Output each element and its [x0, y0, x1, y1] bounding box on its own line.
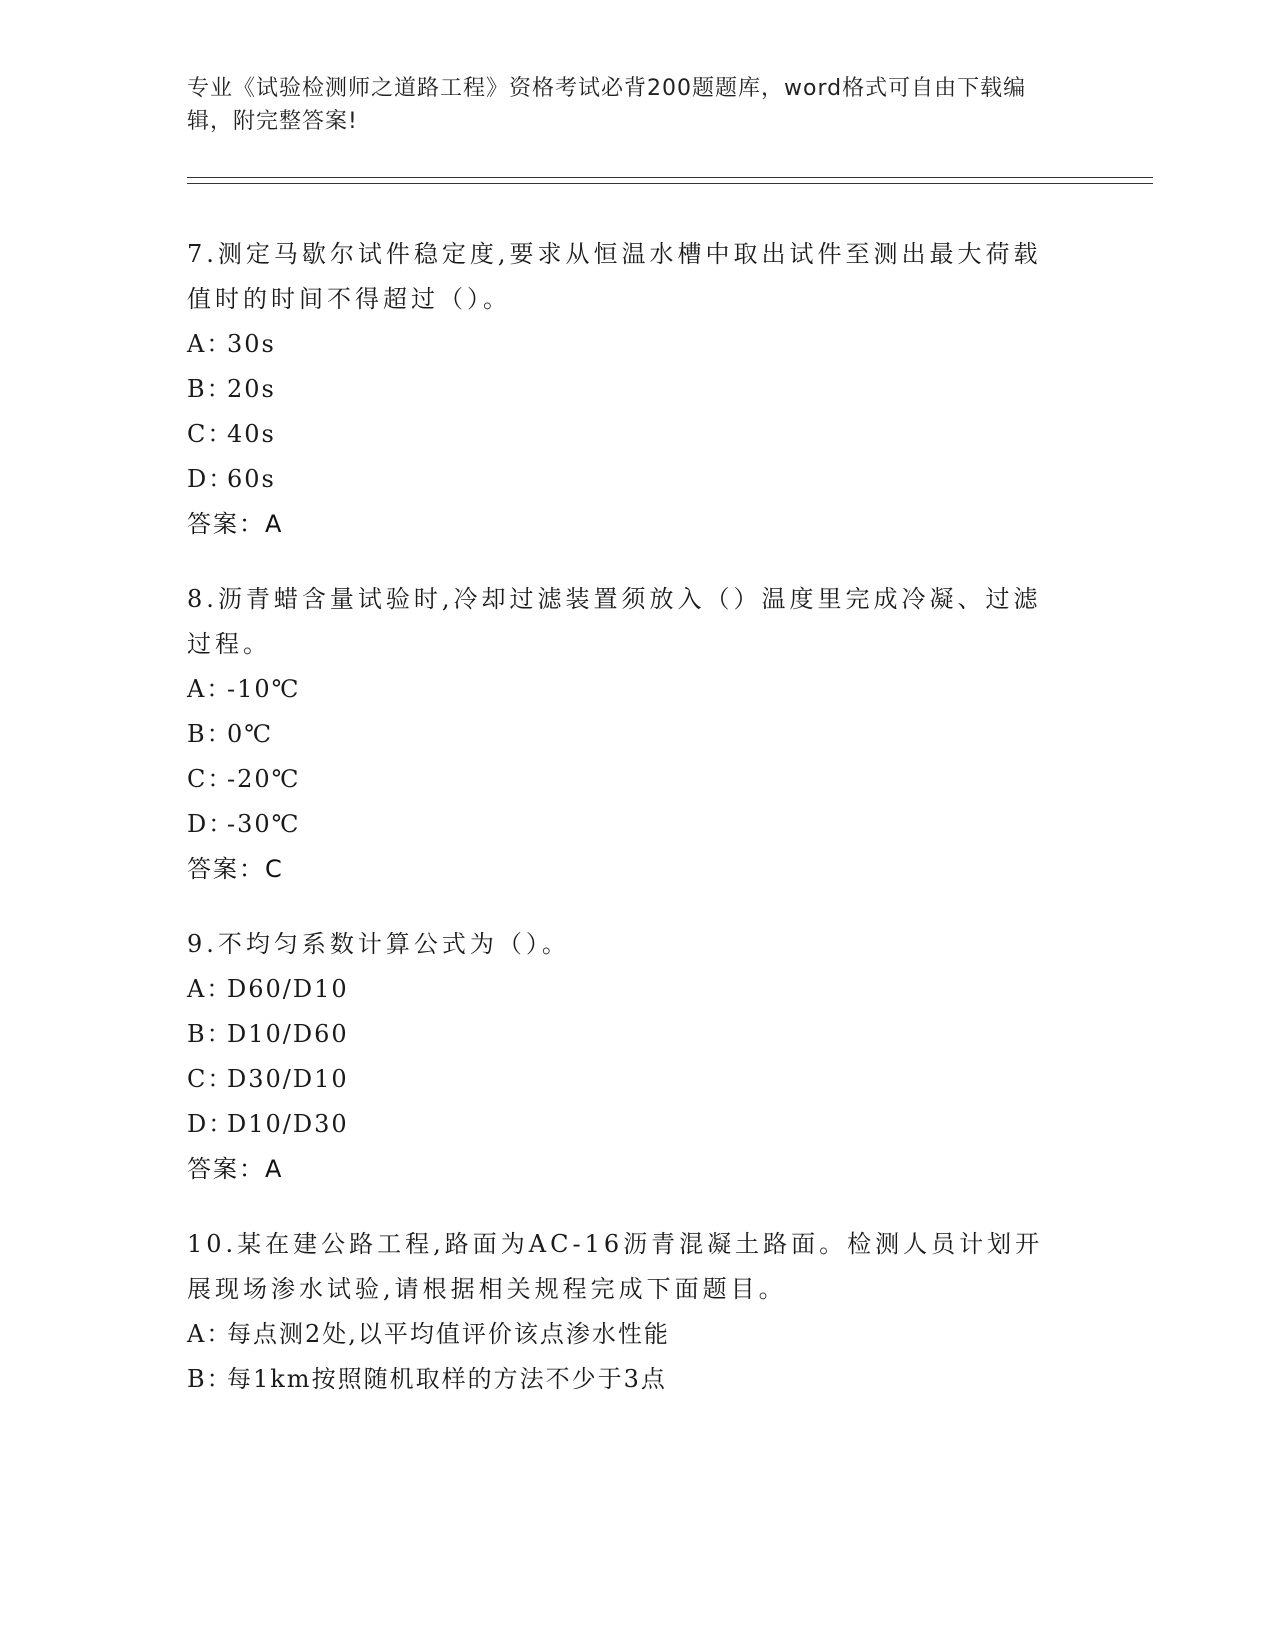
option-b [187, 1357, 1087, 1402]
option-text: 每1km按照随机取样的方法不少于3点 [227, 1365, 667, 1393]
option-text: -10℃ [227, 675, 301, 703]
option-text: 60s [227, 465, 276, 493]
question-list [187, 232, 1087, 1432]
option-b [187, 712, 1087, 757]
option-b [187, 367, 1087, 412]
option-letter: A： [187, 975, 233, 1003]
option-text: D60/D10 [227, 975, 349, 1003]
option-text: -30℃ [227, 810, 301, 838]
option-letter: B： [187, 375, 233, 403]
option-letter: B： [187, 1365, 233, 1393]
option-letter: C： [187, 1065, 234, 1093]
question-7 [187, 232, 1087, 547]
option-d [187, 1102, 1087, 1147]
question-text: 9.不均匀系数计算公式为（）。 [187, 930, 570, 958]
option-letter: D： [187, 465, 235, 493]
option-text: 20s [227, 375, 276, 403]
option-text: D10/D30 [227, 1110, 349, 1138]
option-a [187, 1312, 1087, 1357]
option-letter: D： [187, 1110, 235, 1138]
option-a [187, 322, 1087, 367]
question-8 [187, 577, 1087, 892]
option-letter: A： [187, 330, 233, 358]
option-text: 每点测2处,以平均值评价该点渗水性能 [227, 1320, 670, 1348]
option-text: -20℃ [227, 765, 301, 793]
option-letter: B： [187, 720, 233, 748]
option-letter: C： [187, 420, 234, 448]
option-text: D10/D60 [227, 1020, 349, 1048]
question-text: 7.测定马歇尔试件稳定度,要求从恒温水槽中取出试件至测出最大荷载值时的时间不得超过（）。 [187, 240, 1042, 313]
answer-line: 答案：A [187, 510, 284, 538]
option-letter: D： [187, 810, 235, 838]
option-c [187, 412, 1087, 457]
option-text: D30/D10 [227, 1065, 349, 1093]
option-text: 40s [227, 420, 276, 448]
option-text: 30s [227, 330, 276, 358]
option-letter: A： [187, 1320, 233, 1348]
question-text: 10.某在建公路工程,路面为AC-16沥青混凝土路面。检测人员计划开展现场渗水试验,请根据相关规程完成下面题目。 [187, 1230, 1044, 1303]
option-d [187, 457, 1087, 502]
question-9 [187, 922, 1087, 1192]
option-a [187, 667, 1087, 712]
answer-line: 答案：A [187, 1155, 284, 1183]
option-text: 0℃ [227, 720, 274, 748]
option-c [187, 757, 1087, 802]
answer-line: 答案：C [187, 855, 284, 883]
question-10 [187, 1222, 1087, 1402]
option-c [187, 1057, 1087, 1102]
option-d [187, 802, 1087, 847]
option-letter: A： [187, 675, 233, 703]
header-divider-bottom [187, 183, 1153, 184]
question-text: 8.沥青蜡含量试验时,冷却过滤装置须放入（）温度里完成冷凝、过滤过程。 [187, 585, 1042, 658]
document-header: 专业《试验检测师之道路工程》资格考试必背200题题库，word格式可自由下载编辑，附完整答案! [187, 76, 1027, 134]
option-a [187, 967, 1087, 1012]
option-letter: C： [187, 765, 234, 793]
option-letter: B： [187, 1020, 233, 1048]
header-divider-top [187, 177, 1153, 178]
option-b [187, 1012, 1087, 1057]
